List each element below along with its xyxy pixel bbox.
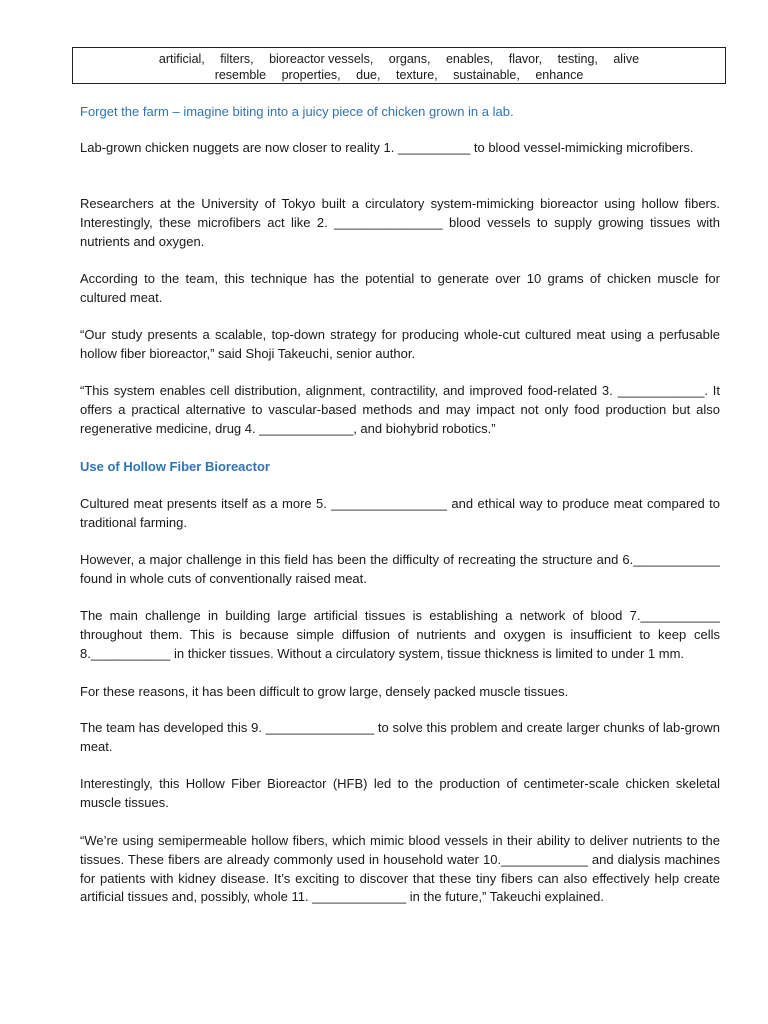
word-bank-item: bioreactor vessels, [269, 52, 374, 66]
word-bank-item: organs, [388, 52, 431, 66]
word-bank-line-1 [73, 51, 725, 67]
word-bank-item: texture, [395, 68, 438, 82]
section-heading: Use of Hollow Fiber Bioreactor [80, 459, 270, 474]
word-bank-item: alive [613, 52, 640, 66]
section-paragraph-4: For these reasons, it has been difficult to grow large, densely packed muscle tissues. [80, 684, 569, 699]
intro-heading: Forget the farm – imagine biting into a juicy piece of chicken grown in a lab. [80, 104, 514, 119]
paragraph-5: “This system enables cell distribution, alignment, contractility, and improved food-related 3. ____________. It offers a practical alternative to vascular-based methods and may impact not only food production but also regenerative medicine, drug 4. _____________, and biohybrid robotics.” [80, 383, 720, 436]
section-paragraph-3: The main challenge in building large artificial tissues is establishing a network of blood 7.___________ throughout them. This is because simple diffusion of nutrients and oxygen is insufficient to keep cells 8.___________ in thicker tissues. Without a circulatory system, tissue thickness is limited to under 1 mm. [80, 608, 720, 661]
word-bank-item: artificial, [158, 52, 205, 66]
word-bank-item: resemble [214, 68, 267, 82]
section-paragraph-1: Cultured meat presents itself as a more 5. ________________ and ethical way to produce meat compared to traditional farming. [80, 496, 720, 530]
section-paragraph-6: Interestingly, this Hollow Fiber Bioreactor (HFB) led to the production of centimeter-scale chicken skeletal muscle tissues. [80, 776, 720, 810]
word-bank-item: enhance [535, 68, 584, 82]
paragraph-4: “Our study presents a scalable, top-down strategy for producing whole-cut cultured meat using a perfusable hollow fiber bioreactor,” said Shoji Takeuchi, senior author. [80, 327, 720, 361]
word-bank-item: properties, [281, 68, 341, 82]
paragraph-1: Lab-grown chicken nuggets are now closer to reality 1. __________ to blood vessel-mimicking microfibers. [80, 140, 694, 155]
paragraph-3: According to the team, this technique has the potential to generate over 10 grams of chicken muscle for cultured meat. [80, 271, 720, 305]
word-bank-item: flavor, [508, 52, 543, 66]
word-bank-item: sustainable, [453, 68, 520, 82]
word-bank-item: filters, [220, 52, 254, 66]
word-bank-item: testing, [557, 52, 598, 66]
word-bank-item: due, [356, 68, 381, 82]
section-paragraph-7: “We’re using semipermeable hollow fibers, which mimic blood vessels in their ability to deliver nutrients to the tissues. These fibers are already commonly used in household water 10.____________ and dialysis machines for patients with kidney disease. It’s exciting to discover that these tiny fibers can also effectively help create artificial tissues and, possibly, whole 11. _____________ in the future,” Takeuchi explained. [80, 833, 720, 905]
word-bank-line-2 [73, 67, 725, 83]
word-bank-box [72, 47, 726, 84]
word-bank-item: enables, [445, 52, 494, 66]
section-paragraph-5: The team has developed this 9. _______________ to solve this problem and create larger chunks of lab-grown meat. [80, 720, 720, 754]
section-paragraph-2: However, a major challenge in this field has been the difficulty of recreating the structure and 6.____________ found in whole cuts of conventionally raised meat. [80, 552, 720, 586]
paragraph-2: Researchers at the University of Tokyo built a circulatory system-mimicking bioreactor using hollow fibers. Interestingly, these microfibers act like 2. _______________ blood vessels to supply growing tissues with nutrients and oxygen. [80, 196, 720, 249]
